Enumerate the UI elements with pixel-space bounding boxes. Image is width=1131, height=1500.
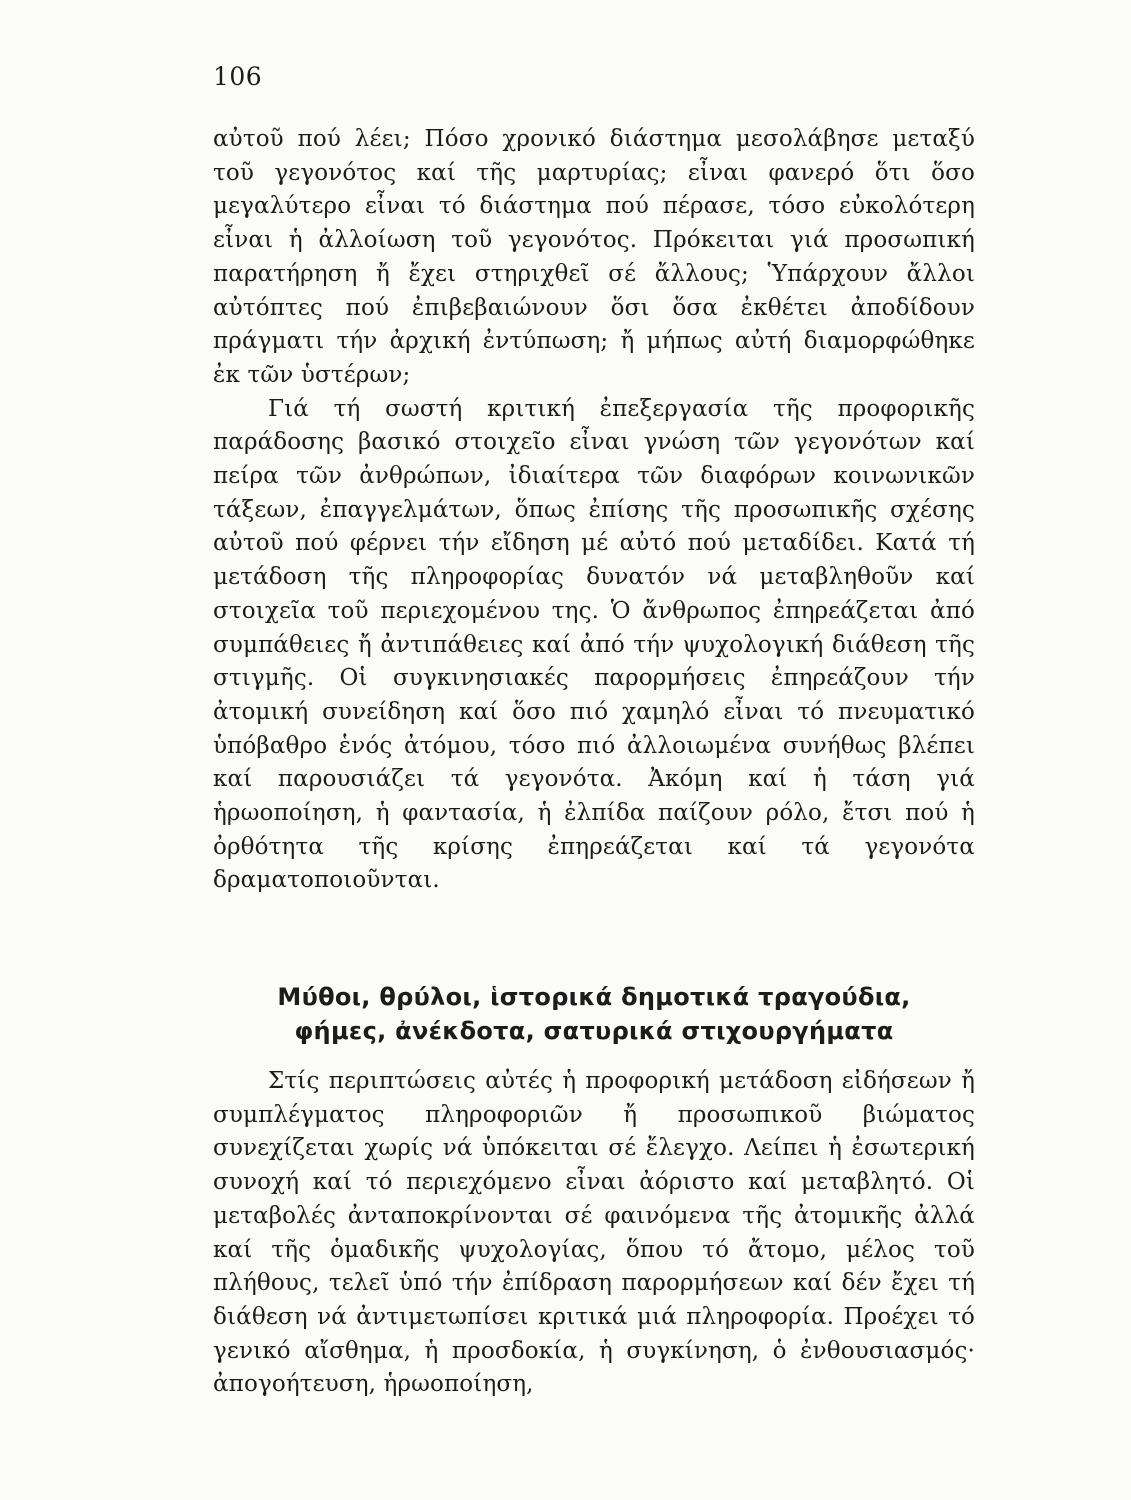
section-heading xyxy=(213,980,975,1048)
paragraph: αὐτοῦ πού λέει; Πόσο χρονικό διάστημα μεσολάβησε μεταξύ τοῦ γεγονότος καί τῆς μαρτυρίας; εἶναι φανερό ὅτι ὅσο μεγαλύτερο εἶναι τό διάστημα πού πέρασε, τόσο εὐκολότερη εἶναι ἡ ἀλλοίωση τοῦ γεγονότος. Πρόκειται γιά προσωπική παρατήρηση ἤ ἔχει στηριχθεῖ σέ ἄλλους; Ὑπάρχουν ἄλλοι αὐτόπτες πού ἐπιβεβαιώνουν ὅσι ὅσα ἐκθέτει ἀποδίδουν πράγματι τήν ἀρχική ἐντύπωση; ἤ μήπως αὐτή διαμορφώθηκε ἐκ τῶν ὑστέρων; xyxy=(213,126,975,388)
text-block-top xyxy=(213,123,975,898)
text-block-bottom xyxy=(213,1065,975,1402)
page-number: 106 xyxy=(213,62,263,91)
paragraph: Γιά τή σωστή κριτική ἐπεξεργασία τῆς προφορικῆς παράδοσης βασικό στοιχεῖο εἶναι γνώση τῶν γεγονότων καί πείρα τῶν ἀνθρώπων, ἰδιαίτερα τῶν διαφόρων κοινωνικῶν τάξεων, ἐπαγγελμάτων, ὅπως ἐπίσης τῆς προσωπικῆς σχέσης αὐτοῦ πού φέρνει τήν εἴδηση μέ αὐτό πού μεταδίδει. Κατά τή μετάδοση τῆς πληροφορίας δυνατόν νά μεταβληθοῦν καί στοιχεῖα τοῦ περιεχομένου της. Ὁ ἄνθρωπος ἐπηρεάζεται ἀπό συμπάθειες ἤ ἀντιπάθειες καί ἀπό τήν ψυχολογική διάθεση τῆς στιγμῆς. Οἱ συγκινησιακές παρορμήσεις ἐπηρεάζουν τήν ἀτομική συνείδηση καί ὅσο πιό χαμηλό εἶναι τό πνευματικό ὑπόβαθρο ἑνός ἀτόμου, τόσο πιό ἀλλοιωμένα συνήθως βλέπει καί παρουσιάζει τά γεγονότα. Ἀκόμη καί ἡ τάση γιά ἡρωοποίηση, ἡ φαντασία, ἡ ἐλπίδα παίζουν ρόλο, ἔτσι πού ἡ ὀρθότητα τῆς κρίσης ἐπηρεάζεται καί τά γεγονότα δραματοποιοῦνται. xyxy=(213,395,975,894)
section-heading-line: Μύθοι, θρύλοι, ἱστορικά δημοτικά τραγούδια, xyxy=(277,983,911,1011)
paragraph: Στίς περιπτώσεις αὐτές ἡ προφορική μετάδοση εἰδήσεων ἤ συμπλέγματος πληροφοριῶν ἤ προσωπικοῦ βιώματος συνεχίζεται χωρίς νά ὑπόκειται σέ ἔλεγχο. Λείπει ἡ ἐσωτερική συνοχή καί τό περιεχόμενο εἶναι ἀόριστο καί μεταβλητό. Οἱ μεταβολές ἀνταποκρίνονται σέ φαινόμενα τῆς ἀτομικῆς ἀλλά καί τῆς ὁμαδικῆς ψυχολογίας, ὅπου τό ἄτομο, μέλος τοῦ πλήθους, τελεῖ ὑπό τήν ἐπίδραση παρορμήσεων καί δέν ἔχει τή διάθεση νά ἀντιμετωπίσει κριτικά μιά πληροφορία. Προέχει τό γενικό αἴσθημα, ἡ προσδοκία, ἡ συγκίνηση, ὁ ἐνθουσιασμός· ἀπογοήτευση, ἡρωοποίηση, xyxy=(213,1068,975,1398)
section-heading-line: φήμες, ἀνέκδοτα, σατυρικά στιχουργήματα xyxy=(294,1017,894,1045)
